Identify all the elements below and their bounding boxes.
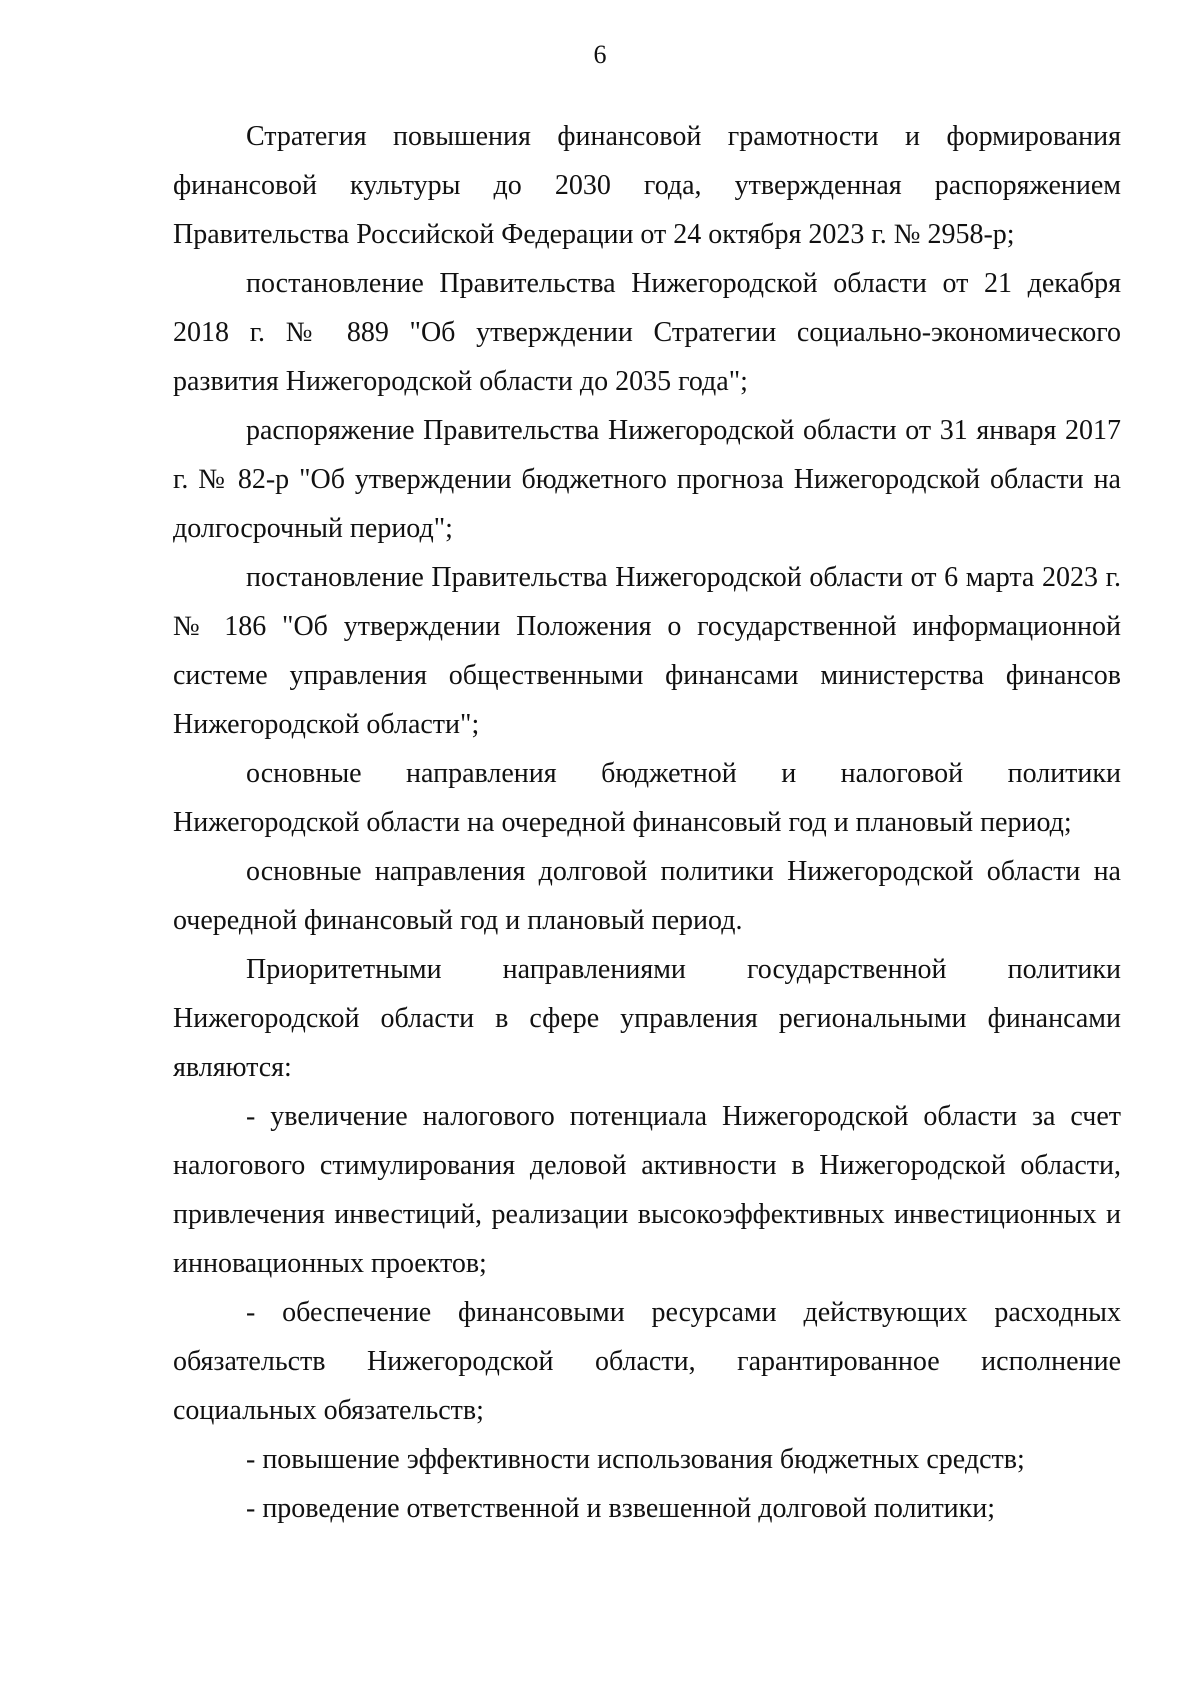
paragraph-priority-directions: Приоритетными направлениями государственной политики Нижегородской области в сфере управления региональными финансами являются: — [173, 954, 1121, 1083]
paragraph-debt-policy: основные направления долговой политики Нижегородской области на очередной финансовый год и плановый период. — [173, 856, 1121, 936]
list-item-financial-resources: - обеспечение финансовыми ресурсами действующих расходных обязательств Нижегородской области, гарантированное исполнение социальных обязательств; — [173, 1297, 1121, 1426]
paragraph-socioeconomic-strategy: постановление Правительства Нижегородской области от 21 декабря 2018 г. № 889 "Об утверждении Стратегии социально-экономического развития Нижегородской области до 2035 года"; — [173, 268, 1121, 397]
paragraph-information-system: постановление Правительства Нижегородской области от 6 марта 2023 г. № 186 "Об утверждении Положения о государственной информационной системе управления общественными финансами министерства финансов Нижегородской области"; — [173, 562, 1121, 740]
paragraph-budget-tax-policy: основные направления бюджетной и налоговой политики Нижегородской области на очередной финансовый год и плановый период; — [173, 758, 1121, 838]
list-item-budget-efficiency: - повышение эффективности использования бюджетных средств; — [246, 1444, 1025, 1475]
list-item-tax-potential: - увеличение налогового потенциала Нижегородской области за счет налогового стимулирования деловой активности в Нижегородской области, привлечения инвестиций, реализации высокоэффективных инвестиционных и инновационных проектов; — [173, 1101, 1121, 1279]
list-item-debt-policy: - проведение ответственной и взвешенной долговой политики; — [246, 1493, 996, 1524]
paragraph-financial-literacy-strategy: Стратегия повышения финансовой грамотности и формирования финансовой культуры до 2030 года, утвержденная распоряжением Правительства Российской Федерации от 24 октября 2023 г. № 2958-р; — [173, 121, 1121, 250]
page-number: 6 — [593, 40, 607, 69]
paragraph-budget-forecast: распоряжение Правительства Нижегородской области от 31 января 2017 г. № 82-р "Об утверждении бюджетного прогноза Нижегородской области на долгосрочный период"; — [173, 415, 1121, 544]
document-body — [173, 112, 1121, 1533]
